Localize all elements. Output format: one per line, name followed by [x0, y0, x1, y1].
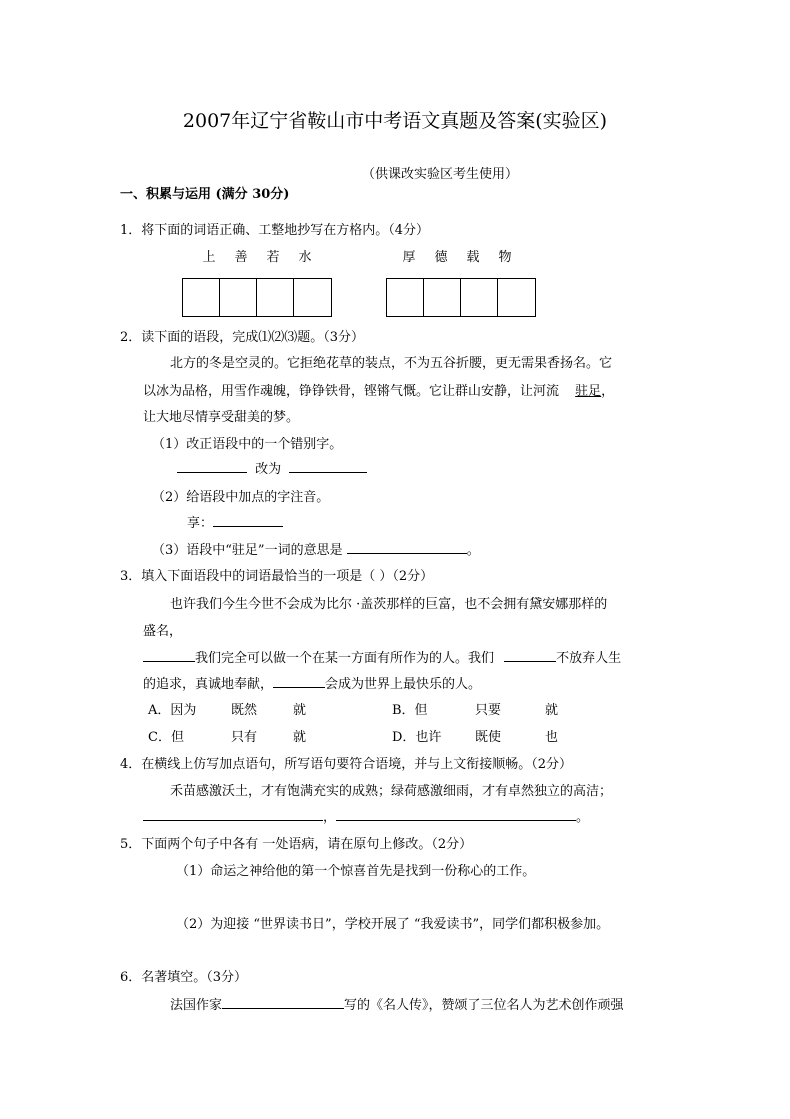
q5-stem: 5．下面两个句子中各有 一处语病，请在原句上修改。（2分） [120, 837, 473, 852]
answer-box[interactable] [183, 279, 220, 316]
q1-word1-char: 若 [266, 250, 280, 265]
q2-para-line3: 让大地尽情享受甜美的梦。 [143, 410, 300, 425]
q1-answer-grid-1[interactable] [182, 278, 332, 317]
q4-end: 。 [576, 810, 590, 825]
q2-para-text: 以冰为品格，用雪作魂魄，铮铮铁骨，铿锵气慨。它让群山安静，让河流 [143, 384, 560, 399]
q3-option-a[interactable] [148, 699, 306, 718]
q4-sep: ， [323, 810, 337, 825]
answer-blank[interactable] [504, 649, 556, 662]
q2-sub1-mid: 改为 [255, 462, 282, 477]
q2-para-line1: 北方的冬是空灵的。它拒绝花草的装点，不为五谷折腰，更无需果香扬名。它 [170, 356, 613, 371]
option-label: C．但 [148, 730, 184, 745]
answer-box[interactable] [461, 279, 498, 316]
q2-sub3 [152, 539, 480, 558]
option-word: 既使 [475, 730, 502, 745]
answer-box[interactable] [498, 279, 535, 316]
q5-sub2: （2）为迎接 “世界读书日”，学校开展了 “我爱读书”，同学们都积极参加。 [176, 917, 610, 932]
q3-para-line4 [143, 673, 481, 692]
q4-body: 禾苗感激沃土，才有饱满充实的成熟；绿荷感激细雨，才有卓然独立的高洁； [170, 784, 613, 799]
answer-box[interactable] [424, 279, 461, 316]
answer-blank[interactable] [143, 649, 195, 662]
q3-para-line3 [143, 647, 621, 666]
answer-box[interactable] [257, 279, 294, 316]
q6-text: 写的《名人传》，赞颂了三位名人为艺术创作顽强 [344, 998, 624, 1013]
q4-answer-line [143, 806, 589, 825]
q4-stem: 4．在横线上仿写加点语句，所写语句要符合语境，并与上文衔接顺畅。（2分） [120, 757, 573, 772]
q3-option-b[interactable] [392, 699, 558, 718]
q3-para-line2: 盛名， [143, 624, 183, 639]
option-word: 就 [545, 703, 559, 718]
answer-blank[interactable] [222, 996, 344, 1009]
option-word: 也 [545, 730, 559, 745]
answer-blank[interactable] [347, 541, 467, 554]
q3-option-d[interactable] [392, 726, 558, 745]
option-word: 既然 [231, 703, 258, 718]
q6-text: 法国作家 [170, 998, 223, 1013]
q1-word1 [193, 246, 321, 265]
q6-stem: 6．名著填空。（3分） [120, 970, 248, 985]
answer-blank[interactable] [336, 808, 576, 821]
q2-para-comma: ， [601, 384, 615, 399]
q3-para-text: 会成为世界上最快乐的人。 [325, 677, 482, 692]
option-word: 就 [293, 730, 307, 745]
q1-word2-char: 厚 [402, 250, 416, 265]
answer-box[interactable] [294, 279, 331, 316]
answer-blank[interactable] [177, 460, 247, 473]
section-heading: 一、积累与运用 (满分 30分) [120, 187, 290, 202]
option-label: A．因为 [148, 703, 197, 718]
q3-para-line1: 也许我们今生今世不会成为比尔 ·盖茨那样的巨富，也不会拥有黛安娜那样的 [170, 597, 608, 612]
q2-sub3-end: 。 [466, 543, 480, 558]
answer-blank[interactable] [143, 808, 323, 821]
q1-word1-char: 上 [202, 250, 216, 265]
page-title: 2007年辽宁省鞍山市中考语文真题及答案(实验区) [182, 110, 608, 132]
option-label: B．但 [392, 703, 428, 718]
q1-word2 [393, 246, 521, 265]
option-word: 只有 [231, 730, 258, 745]
option-word: 只要 [475, 703, 502, 718]
q2-sub1: （1）改正语段中的一个错别字。 [152, 437, 343, 452]
q2-stem: 2．读下面的语段，完成⑴⑵⑶题。（3分） [120, 330, 365, 345]
q1-word1-char: 善 [234, 250, 248, 265]
option-label: D．也许 [392, 730, 442, 745]
q1-word2-char: 物 [498, 250, 512, 265]
q2-sub2-label: 享： [187, 516, 214, 531]
q3-para-text: 不放弃人生 [556, 651, 622, 666]
q3-stem: 3．填入下面语段中的词语最恰当的一项是（ ）（2分） [120, 569, 434, 584]
q2-para-line2 [143, 380, 614, 399]
q1-word2-char: 德 [434, 250, 448, 265]
q2-sub3-text: （3）语段中“驻足”一词的意思是 [152, 543, 343, 558]
q1-answer-grid-2[interactable] [386, 278, 536, 317]
q2-sub1-answer [177, 458, 367, 477]
q2-sub2: （2）给语段中加点的字注音。 [152, 490, 330, 505]
q5-sub1: （1）命运之神给他的第一个惊喜首先是找到一份称心的工作。 [176, 864, 536, 879]
q1-word2-char: 载 [466, 250, 480, 265]
answer-blank[interactable] [289, 460, 367, 473]
q3-option-c[interactable] [148, 726, 306, 745]
q2-underlined-word: 驻足 [575, 384, 602, 399]
q6-line1 [170, 994, 624, 1013]
subtitle: （供课改实验区考生使用） [361, 167, 518, 182]
answer-blank[interactable] [213, 514, 283, 527]
q3-para-text: 的追求，真诚地奉献， [143, 677, 274, 692]
q1-word1-char: 水 [298, 250, 312, 265]
q3-para-text: 我们完全可以做一个在某一方面有所作为的人。我们 [195, 651, 495, 666]
answer-box[interactable] [220, 279, 257, 316]
option-word: 就 [293, 703, 307, 718]
answer-box[interactable] [387, 279, 424, 316]
answer-blank[interactable] [273, 675, 325, 688]
q2-sub2-answer [187, 512, 283, 531]
q1-stem: 1．将下面的词语正确、工整地抄写在方格内。（4分） [120, 223, 430, 238]
